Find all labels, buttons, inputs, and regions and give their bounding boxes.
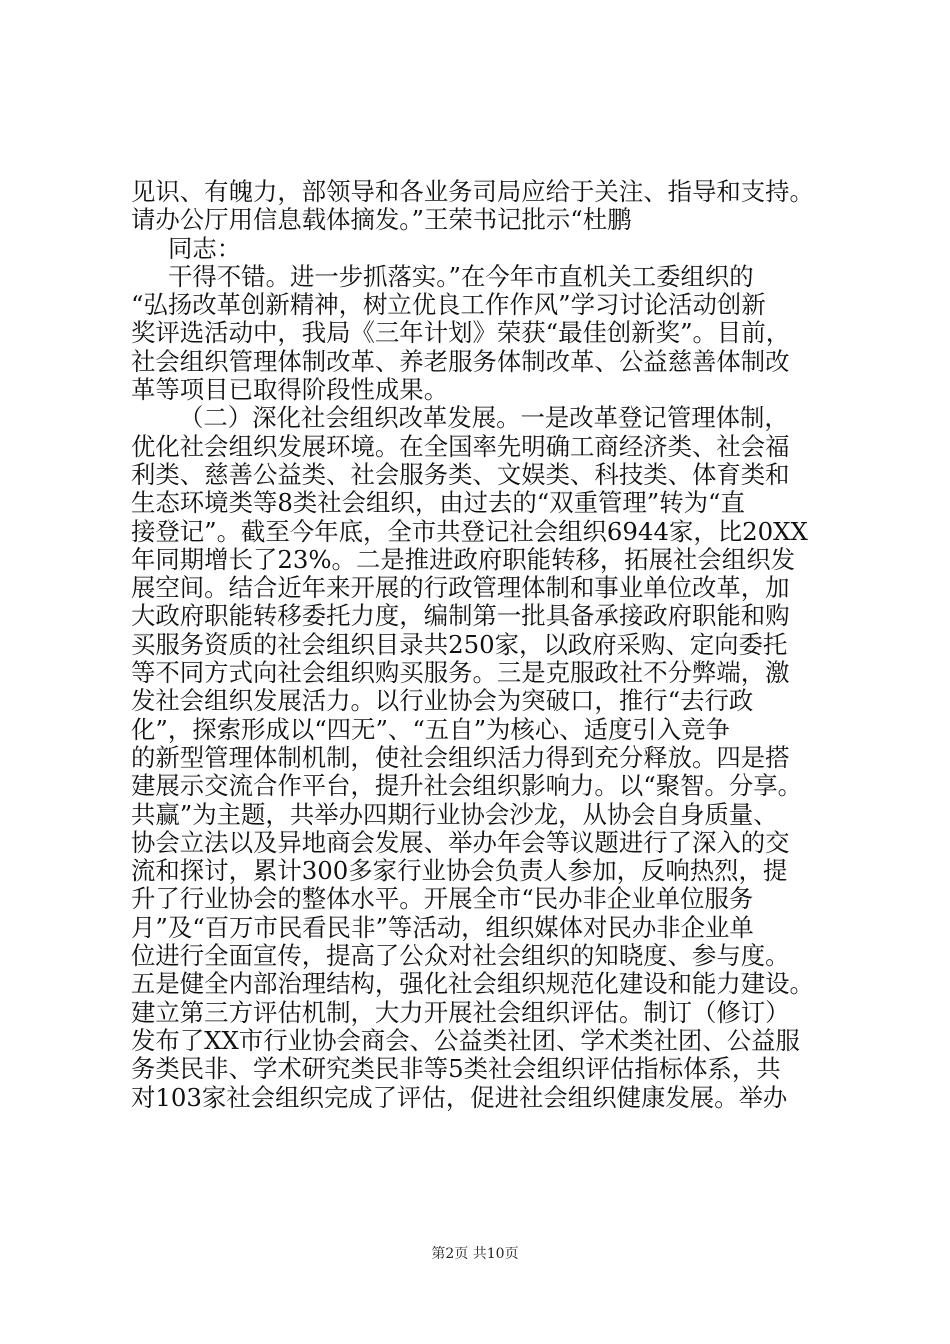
text-line: 流和探讨，累计300多家行业协会负责人参加，反响热烈，提 xyxy=(131,857,788,886)
text-line: 优化社会组织发展环境。在全国率先明确工商经济类、社会福 xyxy=(131,432,790,461)
text-line: 生态环境类等8类社会组织，由过去的“双重管理”转为“直 xyxy=(131,489,745,518)
text-line: 发布了XX市行业协会商会、公益类社团、学术类社团、公益服 xyxy=(131,1026,800,1055)
text-line: 利类、慈善公益类、社会服务类、文娱类、科技类、体育类和 xyxy=(131,460,790,489)
text-line: “弘扬改革创新精神，树立优良工作作风”学习讨论活动创新 xyxy=(131,291,766,320)
text-line: 协会立法以及异地商会发展、举办年会等议题进行了深入的交 xyxy=(131,828,790,857)
text-line: 同志： xyxy=(168,234,242,263)
text-line: 见识、有魄力，部领导和各业务司局应给于关注、指导和支持。 xyxy=(131,178,814,206)
text-line: 展空间。结合近年来开展的行政管理体制和事业单位改革，加 xyxy=(131,574,790,603)
text-line: 建立第三方评估机制，大力开展社会组织评估。制订（修订） xyxy=(131,998,790,1027)
text-line: 等不同方式向社会组织购买服务。三是克服政社不分弊端，激 xyxy=(131,659,790,688)
text-line: 发社会组织发展活力。以行业协会为突破口，推行“去行政 xyxy=(131,687,754,716)
text-line: 建展示交流合作平台，提升社会组织影响力。以“聚智。分享。 xyxy=(131,772,803,801)
text-line: 接登记”。截至今年底，全市共登记社会组织6944家，比20XX xyxy=(131,517,808,546)
text-line: 的新型管理体制机制，使社会组织活力得到充分释放。四是搭 xyxy=(131,743,790,772)
text-line: 年同期增长了23%。二是推进政府职能转移，拓展社会组织发 xyxy=(131,545,795,574)
text-line: 对103家社会组织完成了评估，促进社会组织健康发展。举办 xyxy=(131,1083,788,1112)
text-line: 月”及“百万市民看民非”等活动，组织媒体对民办非企业单 xyxy=(131,913,754,942)
text-line: 务类民非、学术研究类民非等5类社会组织评估指标体系，共 xyxy=(131,1055,781,1084)
text-line: 社会组织管理体制改革、养老服务体制改革、公益慈善体制改 xyxy=(131,347,790,376)
text-line: 化”，探索形成以“四无”、“五自”为核心、适度引入竞争 xyxy=(131,715,730,744)
text-line: 共赢”为主题，共举办四期行业协会沙龙，从协会自身质量、 xyxy=(131,800,778,829)
page-footer: 第2页 共10页 xyxy=(431,1246,519,1262)
text-line: 革等项目已取得阶段性成果。 xyxy=(131,376,449,405)
text-line: 奖评选活动中，我局《三年计划》荣获“最佳创新奖”。目前， xyxy=(131,319,791,348)
text-line: 买服务资质的社会组织目录共250家，以政府采购、定向委托 xyxy=(131,630,788,659)
body-text xyxy=(131,178,851,1112)
text-line: 五是健全内部治理结构，强化社会组织规范化建设和能力建设。 xyxy=(131,970,814,999)
text-line: 升了行业协会的整体水平。开展全市“民办非企业单位服务 xyxy=(131,885,754,914)
text-line: （二）深化社会组织改革发展。一是改革登记管理体制， xyxy=(179,404,789,433)
text-line: 位进行全面宣传，提高了公众对社会组织的知晓度、参与度。 xyxy=(131,942,790,971)
text-line: 干得不错。进一步抓落实。”在今年市直机关工委组织的 xyxy=(168,262,754,291)
text-line: 请办公厅用信息载体摘发。”王荣书记批示“杜鹏 xyxy=(131,206,632,235)
text-line: 大政府职能转移委托力度，编制第一批具备承接政府职能和购 xyxy=(131,602,790,631)
